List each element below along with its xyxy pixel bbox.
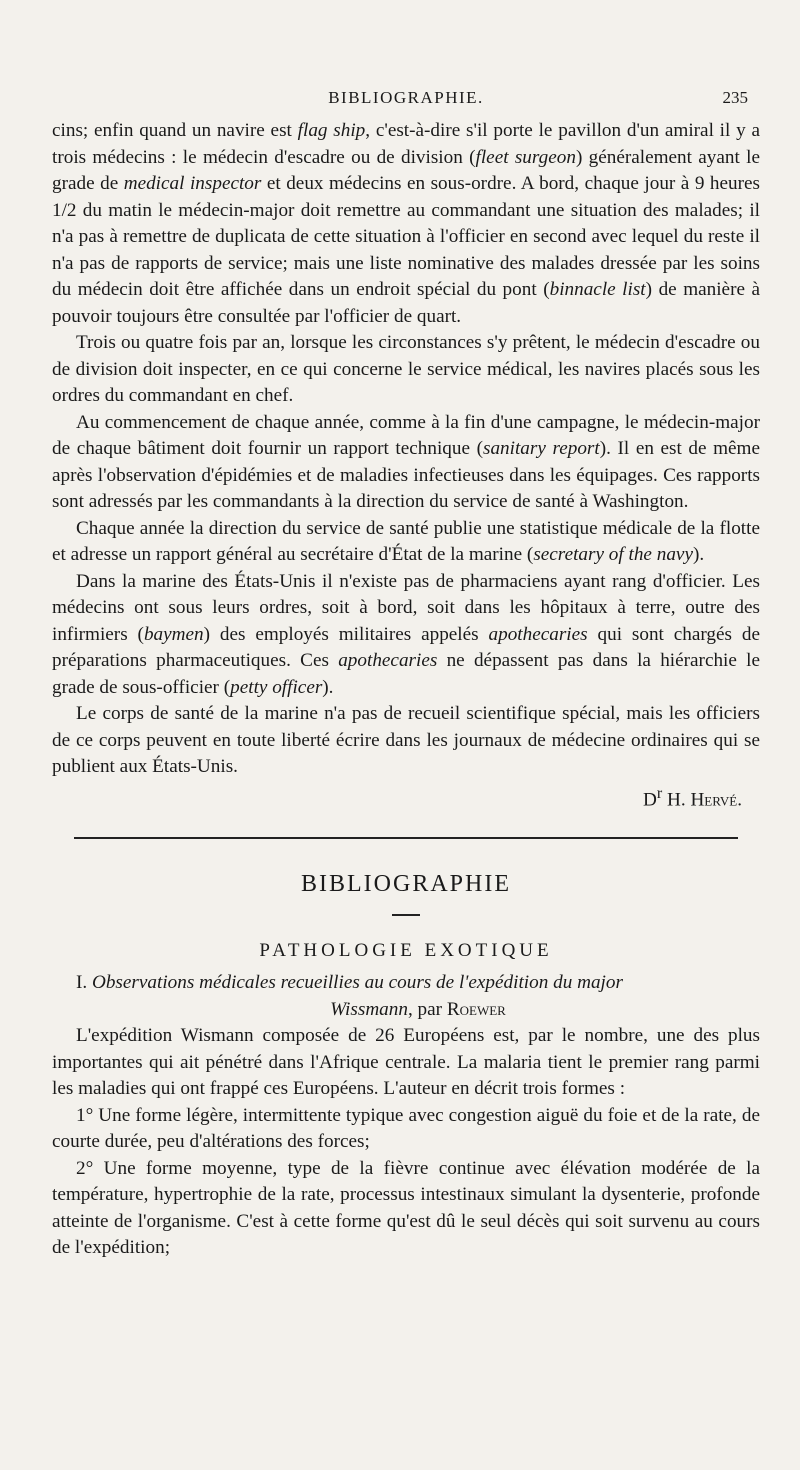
running-title: BIBLIOGRAPHIE. — [328, 88, 484, 107]
text-run: , c'est-à-dire s'il porte le pavillon d'un amiral il y a trois médecins : le médecin d'escadre ou de division ( — [52, 120, 761, 168]
text-run: ) de manière à pouvoir toujours être consultée par l'officier de quart. — [52, 279, 761, 327]
paragraph — [52, 410, 760, 516]
text-run: cins; enfin quand un navire est — [52, 120, 298, 141]
paragraph — [52, 330, 760, 410]
signature-prefix: D — [643, 788, 657, 810]
paragraph — [52, 1103, 760, 1156]
article-text — [52, 118, 760, 781]
italic-term: sanitary report — [482, 438, 600, 459]
page-number: 235 — [722, 88, 748, 107]
text-run: L'expédition Wismann composée de 26 Européens est, par le nombre, une des plus importantes qui ait pénétré dans l'Afrique centrale. La malaria tient le premier rang parmi les maladies qui ont frappé ces Européens. L'auteur en décrit trois formes : — [52, 1025, 760, 1100]
text-run: qui sont chargés de préparations pharmaceutiques. Ces — [52, 623, 760, 671]
text-run: Dans la marine des États-Unis il n'existe pas de pharmaciens ayant rang d'officier. Les médecins ont sous leurs ordres, soit à bord, soit dans les hôpitaux à terre, outre des infirmiers ( — [52, 570, 760, 645]
review-title — [52, 970, 760, 997]
italic-term: baymen — [143, 623, 204, 645]
signature-sup: r — [656, 784, 663, 802]
text-run: ). Il en est de même après l'observation d'épidémies et de maladies infectieuses dans les équipages. Ces rapports sont adressés par les commandants à la direction du service de santé à Washington. — [52, 438, 760, 512]
paragraph — [52, 118, 760, 330]
text-run: ). — [692, 544, 705, 565]
italic-term: secretary of the navy — [533, 544, 693, 565]
paragraph — [52, 1023, 760, 1103]
review-text — [52, 1023, 760, 1262]
italic-term: flag ship — [297, 120, 366, 141]
text-run: Au commencement de chaque année, comme à la fin d'une campagne, le médecin-major de chaque bâtiment doit fournir un rapport technique ( — [52, 411, 760, 459]
italic-term: apothecaries — [488, 623, 588, 645]
signature-surname: Hervé. — [690, 788, 742, 810]
italic-term: binnacle list — [549, 279, 646, 300]
text-body — [52, 118, 760, 1262]
signature — [52, 781, 760, 814]
section-divider — [74, 837, 738, 839]
review-number: I. — [76, 972, 88, 994]
text-run: ne dépassent pas dans la hiérarchie le grade de sous-officier ( — [52, 650, 761, 698]
section-title: BIBLIOGRAPHIE — [301, 871, 511, 898]
review-by: , par — [407, 998, 447, 1020]
review-title-line1: Observations médicales recueillies au cours de l'expédition du major — [91, 972, 623, 994]
text-run: ) généralement ayant le grade de — [52, 146, 760, 194]
italic-term: petty officer — [230, 676, 323, 698]
review-title-line2: Wissmann — [330, 998, 408, 1020]
italic-term: fleet surgeon — [475, 146, 576, 168]
text-run: 2° Une forme moyenne, type de la fièvre continue avec élévation modérée de la température, hypertrophie de la rate, processus intestinaux simulant la dysenterie, profonde atteinte de l'organisme. C'est à cette forme qu'est dû le seul décès qui soit survenu au cours de l'expédition; — [52, 1157, 760, 1259]
italic-term: apothecaries — [338, 650, 438, 671]
section-subtitle: PATHOLOGIE EXOTIQUE — [259, 939, 553, 961]
signature-name: H. — [666, 788, 691, 810]
text-run: Le corps de santé de la marine n'a pas de recueil scientifique spécial, mais les officiers de ce corps peuvent en toute liberté écrire dans les journaux de médecine ordinaires qui se publient aux États-Unis. — [52, 703, 760, 777]
text-run: ). — [322, 676, 334, 698]
text-run: et deux médecins en sous-ordre. A bord, chaque jour à 9 heures 1/2 du matin le médecin-major doit remettre au commandant une situation des malades; il n'a pas à remettre de duplicata de cette situation à l'officier en second avec lequel du reste il n'a pas de rapports de service; mais une liste nominative des malades dressée par les soins du médecin doit être affichée dans un endroit spécial du pont ( — [52, 173, 760, 300]
text-run: Trois ou quatre fois par an, lorsque les circonstances s'y prêtent, le médecin d'escadre ou de division doit inspecter, en ce qui concerne le service médical, les navires placés sous les ordres du commandant en chef. — [52, 332, 760, 406]
paragraph — [52, 569, 760, 702]
paragraph — [52, 1156, 760, 1262]
review-title-cont — [52, 997, 760, 1024]
italic-term: medical inspector — [123, 173, 262, 194]
review-author: Roewer — [446, 998, 506, 1020]
text-run: Chaque année la direction du service de santé publie une statistique médicale de la flotte et adresse un rapport général au secrétaire d'État de la marine ( — [52, 517, 760, 565]
paragraph — [52, 701, 760, 781]
text-run: ) des employés militaires appelés — [203, 623, 489, 645]
short-divider — [392, 914, 420, 916]
running-header — [52, 88, 760, 114]
paragraph — [52, 516, 760, 569]
text-run: 1° Une forme légère, intermittente typique avec congestion aiguë du foie et de la rate, de courte durée, peu d'altérations des forces; — [52, 1104, 760, 1153]
